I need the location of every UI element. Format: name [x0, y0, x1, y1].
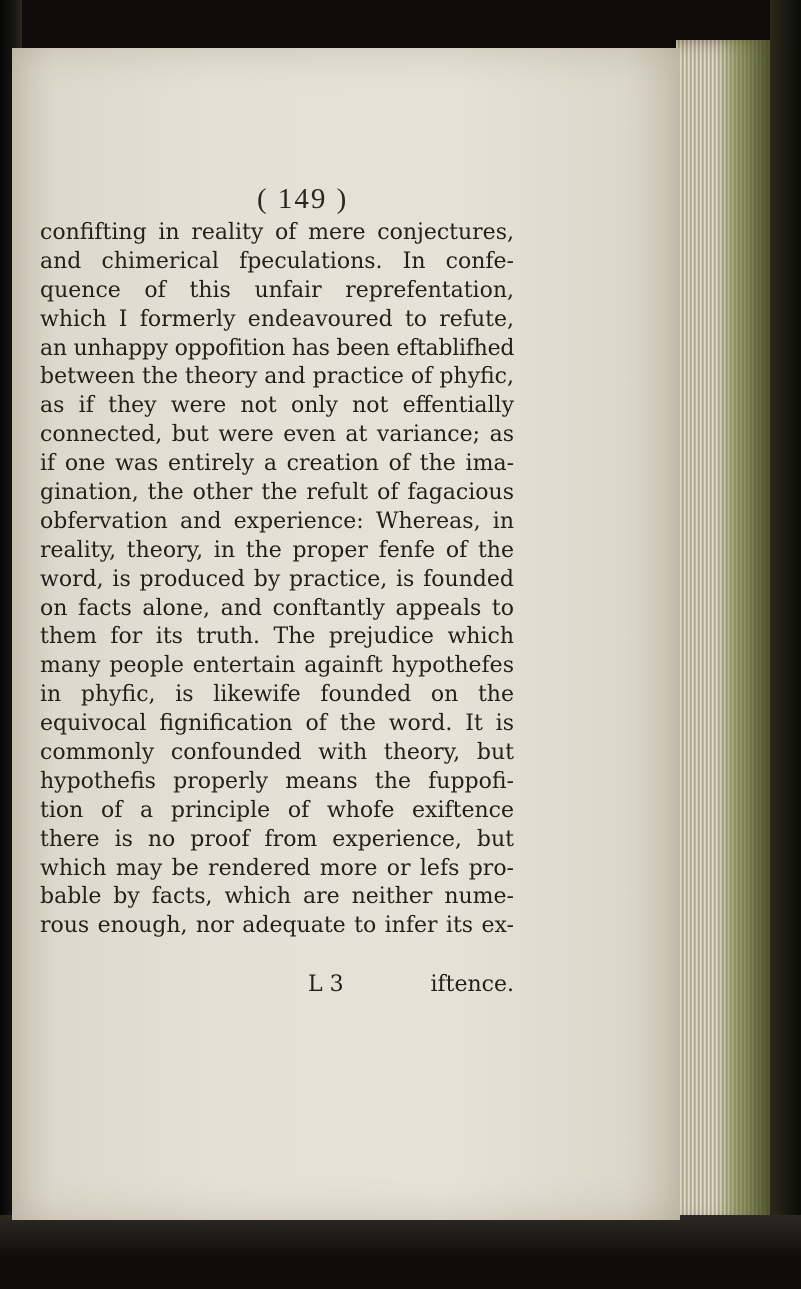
- text-line: connected, but were even at variance; as: [40, 422, 514, 448]
- text-line: gination, the other the refult of fagacious: [40, 480, 514, 506]
- bottom-shadow: [0, 1215, 801, 1289]
- text-line: there is no proof from experience, but: [40, 826, 514, 852]
- text-line: which I formerly endeavoured to refute,: [40, 306, 514, 332]
- text-line: if one was entirely a creation of the ima-: [40, 451, 514, 477]
- right-shadow: [770, 0, 801, 1289]
- text-line: an unhappy oppofition has been eftablifhed: [40, 335, 515, 361]
- page-number: ( 149 ): [257, 183, 349, 215]
- text-line: rous enough, nor adequate to infer its ex-: [40, 913, 514, 939]
- text-line: which may be rendered more or lefs pro-: [40, 855, 514, 881]
- text-line: bable by facts, which are neither nume-: [40, 884, 514, 910]
- text-line: confifting in reality of mere conjectures,: [40, 220, 514, 245]
- text-line: many people entertain againft hypothefes: [40, 653, 514, 679]
- text-line: equivocal fignification of the word. It is: [40, 711, 514, 737]
- text-line: word, is produced by practice, is founded: [40, 566, 514, 592]
- text-line: in phyfic, is likewife founded on the: [40, 682, 514, 708]
- text-line: as if they were not only not effentially: [40, 393, 514, 419]
- text-line: commonly confounded with theory, but: [40, 740, 514, 766]
- text-line: and chimerical fpeculations. In confe-: [40, 248, 514, 274]
- catchword: iftence.: [430, 972, 514, 997]
- text-line: between the theory and practice of phyfic,: [40, 364, 514, 390]
- body-text: [40, 219, 514, 941]
- text-line: tion of a principle of whofe exiftence: [40, 797, 514, 823]
- text-line: reality, theory, in the proper fenfe of the: [40, 537, 514, 563]
- signature-mark: L 3: [308, 972, 344, 997]
- text-line: quence of this unfair reprefentation,: [40, 277, 514, 303]
- text-line: them for its truth. The prejudice which: [40, 624, 514, 650]
- text-line: on facts alone, and conftantly appeals to: [40, 595, 514, 621]
- page-edges: [676, 40, 771, 1225]
- text-line: obfervation and experience: Whereas, in: [40, 508, 514, 534]
- text-line: hypothefis properly means the fuppofi-: [40, 768, 514, 794]
